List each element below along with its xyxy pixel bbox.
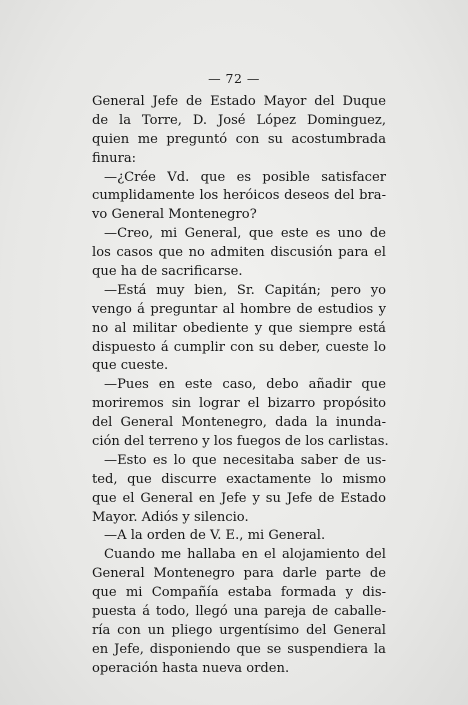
text-line: operación hasta nueva orden.: [92, 660, 290, 676]
text-line: dispuesto á cumplir con su deber, cueste lo: [92, 339, 386, 355]
text-line: que mi Compañía estaba formada y dis-: [92, 585, 386, 601]
text-line: vo General Montenegro?: [92, 207, 257, 223]
text-line: cumplidamente los heróicos deseos del bra-: [92, 188, 386, 204]
text-line: de la Torre, D. José López Dominguez,: [92, 112, 386, 128]
body-text: [92, 93, 389, 679]
text-line: que el General en Jefe y su Jefe de Estado: [92, 490, 386, 506]
text-line: —Esto es lo que necesitaba saber de us-: [104, 452, 386, 468]
text-line: del General Montenegro, dada la inunda-: [92, 415, 386, 431]
page-number: — 72 —: [208, 71, 260, 86]
text-line: —¿Crée Vd. que es posible satisfacer: [104, 169, 386, 185]
text-line: quien me preguntó con su acostumbrada: [92, 131, 386, 147]
text-line: Mayor. Adiós y silencio.: [92, 509, 249, 525]
text-line: —Creo, mi General, que este es uno de: [104, 226, 386, 242]
text-line: General Jefe de Estado Mayor del Duque: [92, 94, 386, 109]
text-line: que ha de sacrificarse.: [92, 264, 243, 280]
text-line: —A la orden de V. E., mi General.: [104, 528, 326, 544]
text-line: ría con un pliego urgentísimo del General: [92, 622, 386, 638]
text-line: ción del terreno y los fuegos de los carlistas.: [92, 434, 389, 450]
text-line: puesta á todo, llegó una pareja de caballe-: [92, 604, 386, 620]
text-line: en Jefe, disponiendo que se suspendiera la: [92, 641, 386, 657]
text-line: vengo á preguntar al hombre de estudios y: [92, 301, 386, 317]
text-line: ted, que discurre exactamente lo mismo: [92, 471, 386, 487]
text-line: —Está muy bien, Sr. Capitán; pero yo: [104, 282, 386, 298]
text-line: finura:: [92, 150, 137, 166]
text-line: que cueste.: [92, 358, 169, 374]
text-line: no al militar obediente y que siempre está: [92, 320, 386, 336]
text-line: Cuando me hallaba en el alojamiento del: [104, 547, 386, 563]
text-line: General Montenegro para darle parte de: [92, 566, 386, 582]
text-line: los casos que no admiten discusión para el: [92, 245, 386, 261]
text-line: moriremos sin lograr el bizarro propósito: [92, 396, 386, 412]
text-line: —Pues en este caso, debo añadir que: [104, 377, 386, 393]
